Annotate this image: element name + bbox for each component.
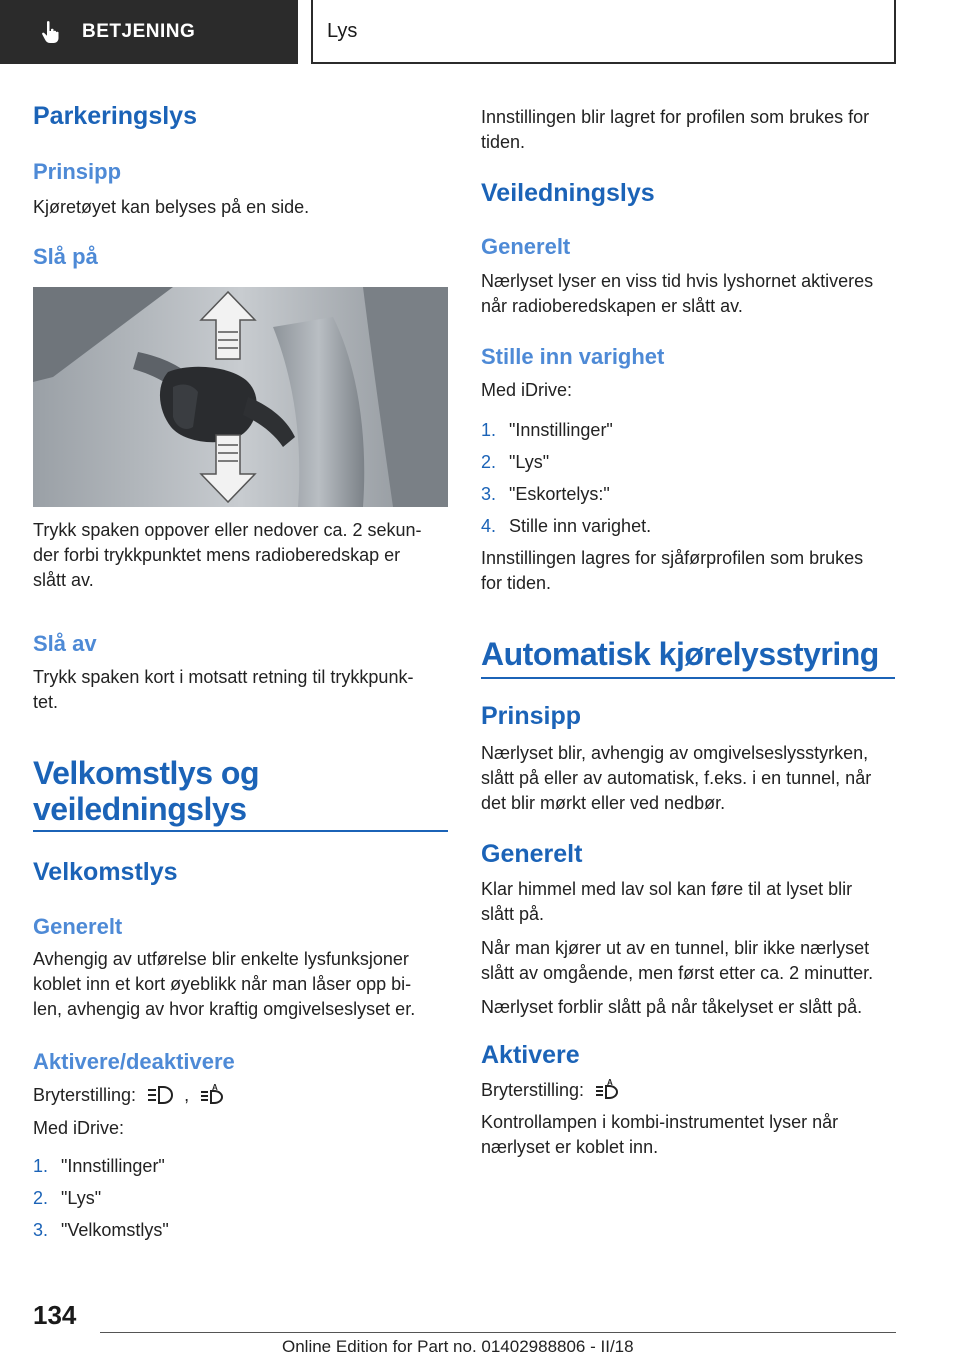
title-rule [481, 677, 895, 679]
indicator-text: Kontrollampen i kombi-instrumentet lyser når nærlyset er koblet inn. [481, 1112, 839, 1157]
parking-principle-text: Kjøretøyet kan belyses på en side. [33, 197, 310, 217]
lever-arrows-illustration [33, 287, 448, 507]
page-header [0, 0, 960, 66]
switch-on-heading: Slå på [33, 244, 98, 269]
switch-off-heading: Slå av [33, 631, 97, 656]
auto-principle-heading: Prinsipp [481, 702, 582, 730]
guide-general-text: Nærlyset lyser en viss tid hvis lyshornet aktiveres når radioberedskapen er slått av. [481, 271, 874, 316]
svg-text:A: A [607, 1078, 613, 1087]
auto-headlight-title: Automatisk kjørelysstyring [481, 636, 879, 672]
welcome-light-heading: Velkomstlys [33, 858, 178, 886]
parking-light-heading: Parkeringslys [33, 102, 197, 130]
auto-activate-heading: Aktivere [481, 1041, 580, 1069]
list-item: 3. "Velkomstlys" [33, 1220, 169, 1240]
list-item: 1. "Innstillinger" [481, 420, 613, 440]
set-duration-heading: Stille inn varighet [481, 344, 665, 369]
saved-note-2: Innstillingen lagres for sjåførprofilen som brukes for tiden. [481, 548, 864, 593]
auto-light-icon [595, 1078, 619, 1100]
guide-general-heading: Generelt [481, 234, 571, 259]
auto-light-icon [200, 1083, 224, 1105]
section-tab [0, 0, 298, 64]
auto-general-heading: Generelt [481, 840, 583, 868]
auto-principle-text: Nærlyset blir, avhengig av omgivelseslysstyrken, slått på eller av automatisk, f.eks. i en tunnel, når det blir mørkt eller ved nedbør. [481, 743, 872, 813]
list-item: 2. "Lys" [481, 452, 550, 472]
chapter-title: Lys [311, 0, 896, 64]
list-item: 1. "Innstillinger" [33, 1156, 165, 1176]
idrive-label: Med iDrive: [33, 1118, 125, 1138]
saved-note: Innstillingen blir lagret for profilen som brukes for tiden. [481, 107, 870, 152]
pointing-hand-icon [40, 20, 62, 44]
parking-principle-heading: Prinsipp [33, 159, 122, 184]
edition-text: Online Edition for Part no. 01402988806 - II/18 [282, 1337, 634, 1356]
svg-text:A: A [212, 1083, 218, 1092]
auto-general-text: Klar himmel med lav sol kan føre til at lyset blir slått på. Når man kjører ut av en tunnel, blir ikke nærlyset slått av omgående, men først etter ca. 2 minutter. Nærlyset forblir slått på når tåkelyset er slått på. [481, 879, 874, 1017]
title-rule [33, 830, 448, 832]
general-text: Avhengig av utførelse blir enkelte lysfunksjoner koblet inn et kort øyeblikk når man låser opp bi- len, avhengig av hvor kraftig omgivelseslyset er. [33, 949, 416, 1019]
welcome-lights-title: Velkomstlys og veiledningslys [33, 755, 259, 827]
footer-rule [100, 1332, 896, 1333]
list-item: 3. "Eskortelys:" [481, 484, 610, 504]
list-item: 2. "Lys" [33, 1188, 102, 1208]
guide-light-heading: Veiledningslys [481, 179, 655, 207]
section-label: BETJENING [82, 21, 196, 42]
low-beam-icon [147, 1085, 173, 1105]
list-item: 4. Stille inn varighet. [481, 516, 652, 536]
page-number: 134 [33, 1300, 77, 1330]
idrive-label: Med iDrive: [481, 380, 573, 400]
activate-deactivate-heading: Aktivere/deaktivere [33, 1049, 235, 1074]
switch-position-line: Bryterstilling: A [481, 1078, 625, 1103]
switch-off-text: Trykk spaken kort i motsatt retning til trykkpunk- tet. [33, 667, 414, 712]
switch-on-text: Trykk spaken oppover eller nedover ca. 2 sekun- der forbi trykkpunktet mens radioberedskap er slått av. [33, 520, 422, 590]
general-heading: Generelt [33, 914, 123, 939]
switch-position-line: Bryterstilling: , A [33, 1083, 230, 1108]
